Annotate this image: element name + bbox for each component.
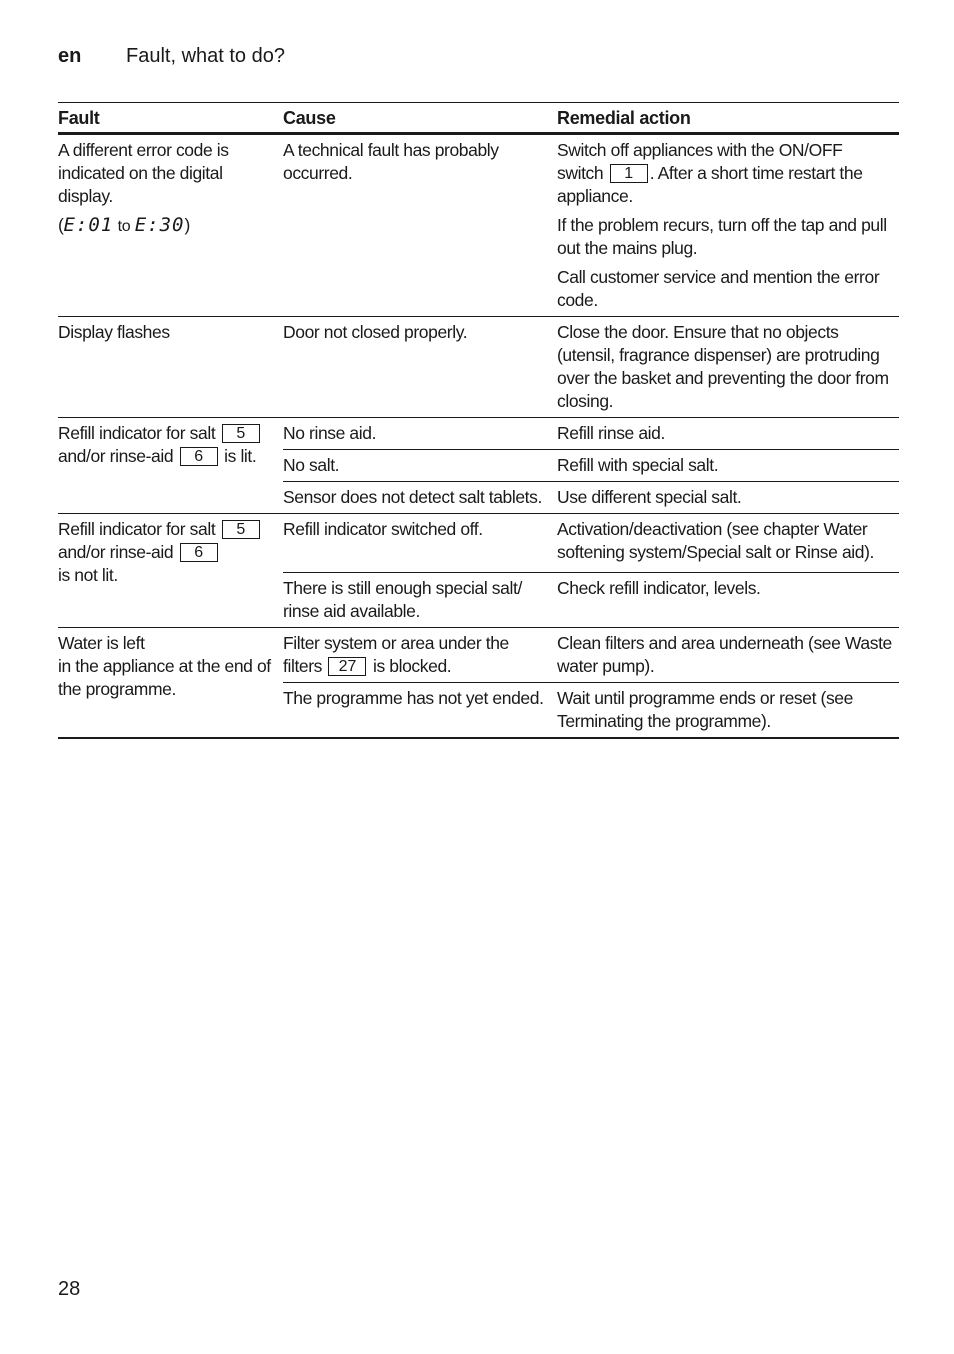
fault-text: A different error code is indicated on the digital display. [58,140,229,206]
table-row [58,514,899,573]
table-row [58,628,899,683]
table-row [58,317,899,418]
range-word: to [117,218,131,235]
table-row [58,418,899,450]
cause-text-part: is blocked. [372,656,452,676]
header-cause: Cause [283,103,557,134]
cause-cell: Sensor does not detect salt tablets. [283,482,557,514]
action-cell: Wait until programme ends or reset (see Terminating the programme). [557,683,899,739]
cause-text-part: Filter system or area under the filters [283,633,509,676]
cause-cell: There is still enough special salt/ rinse aid available. [283,573,557,628]
table-header-row [58,103,899,134]
error-code-range [58,214,277,238]
fault-cell [58,418,283,514]
language-tag: en [58,45,82,67]
fault-text-part: Refill indicator for salt [58,423,216,443]
fault-text-part: Water is left [58,633,145,653]
cause-cell: Door not closed properly. [283,317,557,418]
fault-cell [58,134,283,317]
page-number: 28 [58,1278,81,1300]
reference-number-box: 6 [180,543,218,562]
fault-text-part: and/or rinse-aid [58,446,174,466]
reference-number-box: 5 [222,520,260,539]
fault-text-part: in the appliance at the end of the programme. [58,656,271,699]
fault-text-part: Refill indicator for salt [58,519,216,539]
action-cell: Activation/deactivation (see chapter Water softening system/Special salt or Rinse aid). [557,514,899,573]
fault-cell: Display flashes [58,317,283,418]
reference-number-box: 5 [222,424,260,443]
action-cell: Clean filters and area underneath (see Waste water pump). [557,628,899,683]
paren-open: ( [58,215,64,235]
header-fault: Fault [58,103,283,134]
action-text [557,139,893,208]
table-row [58,134,899,317]
cause-cell: The programme has not yet ended. [283,683,557,739]
action-cell: Close the door. Ensure that no objects (utensil, fragrance dispenser) are protruding over the basket and preventing the door from closing. [557,317,899,418]
cause-cell [283,628,557,683]
cause-cell: No salt. [283,450,557,482]
fault-text-part: is lit. [224,446,257,466]
action-text: Call customer service and mention the error code. [557,267,880,310]
error-code-to: E:30 [134,214,185,236]
action-text-part: . After a short time restart the appliance. [557,163,863,206]
action-cell [557,134,899,317]
section-title: Fault, what to do? [126,45,285,67]
action-cell: Check refill indicator, levels. [557,573,899,628]
action-cell: Refill rinse aid. [557,418,899,450]
action-text-part: Switch off appliances with the ON/OFF switch [557,140,843,183]
action-cell: Use different special salt. [557,482,899,514]
fault-cell [58,514,283,628]
reference-number-box: 6 [180,447,218,466]
header-remedial-action: Remedial action [557,103,899,134]
cause-cell: No rinse aid. [283,418,557,450]
fault-cell [58,628,283,739]
fault-text-part: is not lit. [58,565,118,585]
cause-cell: A technical fault has probably occurred. [283,134,557,317]
fault-table [58,102,899,739]
cause-cell: Refill indicator switched off. [283,514,557,573]
reference-number-box: 27 [328,657,366,676]
fault-text-part: and/or rinse-aid [58,542,174,562]
action-text: If the problem recurs, turn off the tap and pull out the mains plug. [557,215,887,258]
error-code-from: E:01 [63,214,114,236]
reference-number-box: 1 [610,164,648,183]
paren-close: ) [184,215,190,235]
action-cell: Refill with special salt. [557,450,899,482]
